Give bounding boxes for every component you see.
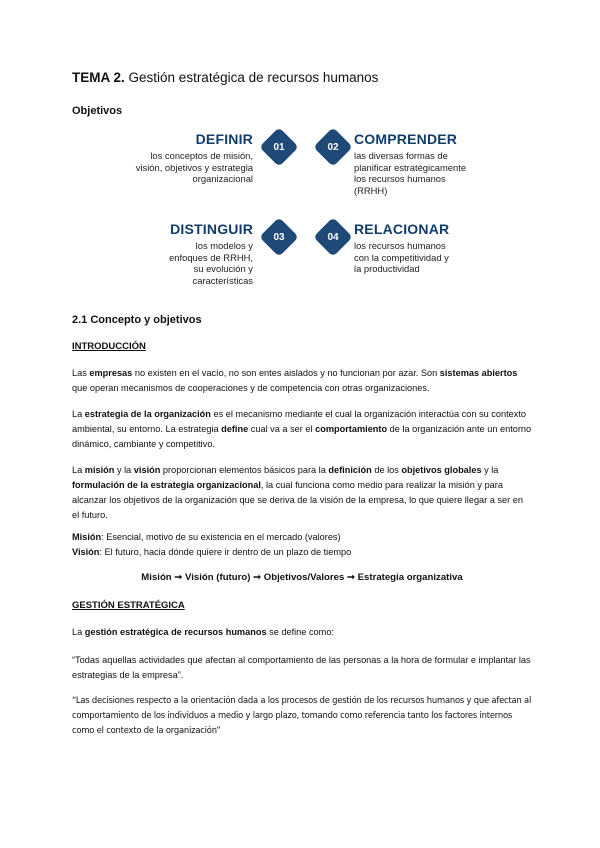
text-run: se define como: (266, 627, 334, 637)
objective-4-number: 04 (327, 231, 339, 243)
text-run: Las (72, 368, 90, 378)
gestion-intro (72, 625, 532, 640)
text-run: estrategia de la organización (84, 409, 211, 419)
mision-definition (72, 530, 532, 545)
strategy-chain: Misión ➞ Visión (futuro) ➞ Objetivos/Valores ➞ Estrategia organizativa (141, 572, 463, 583)
title-text: Gestión estratégica de recursos humanos (128, 70, 379, 85)
intro-heading: INTRODUCCIÓN (72, 341, 146, 352)
objective-1-heading: DEFINIR (195, 131, 253, 147)
paragraph-empresas (72, 366, 532, 396)
objective-3-line: enfoques de RRHH, (169, 251, 253, 263)
objective-3-line: su evolución y (193, 263, 253, 274)
text-run: define (221, 424, 249, 434)
text-run: empresas (89, 368, 133, 378)
text-run: La (72, 409, 85, 419)
objective-1-number: 01 (273, 141, 285, 153)
objective-3-line: los modelos y (195, 240, 253, 251)
objective-4-text (354, 240, 524, 275)
text-run: La (72, 627, 85, 637)
text-run: formulación de la estrategia organizacional (72, 480, 261, 490)
objective-2-number: 02 (327, 141, 339, 153)
objective-2-line: planificar estratégicamente (354, 161, 467, 173)
objective-3-number: 03 (273, 231, 285, 243)
text-run: objetivos globales (401, 465, 482, 475)
text-run: es el mecanismo mediante el cual la organización interactúa con su contexto ambiental, su entorno. La estrategia (72, 409, 527, 434)
objective-4-line: los recursos humanos (354, 240, 446, 251)
paragraph-mision-vision (72, 463, 532, 523)
section-heading: 2.1 Concepto y objetivos (72, 314, 202, 326)
quote-1: “Todas aquellas actividades que afectan al comportamiento de las personas a la hora de formular e implantar las estrategias de la empresa”. (72, 655, 531, 680)
text-run: sistemas abiertos (439, 368, 518, 378)
objective-3-heading: DISTINGUIR (170, 221, 253, 237)
text-run: , la cual funciona como medio para realizar la misión y para alcanzar los objetivos de la organización que se deriva de la visión de la empresa, lo que quiere llegar a ser en el futuro. (72, 480, 523, 520)
text-run: La (72, 465, 85, 475)
text-run: y la (481, 465, 499, 475)
objective-1-text (80, 150, 253, 185)
text-run: proporcionan elementos básicos para la (160, 465, 329, 475)
text-run: gestión estratégica de recursos humanos (84, 627, 267, 637)
objective-4-line: la productividad (354, 263, 420, 274)
gestion-heading: GESTIÓN ESTRATÉGICA (72, 600, 185, 611)
quote-2: “Las decisiones respecto a la orientación dada a los procesos de gestión de los recursos humanos y que afectan al comportamiento de los individuos a medio y largo plazo, tomando como referencia tanto los factores internos como el contexto de la organización” (72, 695, 532, 735)
text-run: Misión (72, 532, 102, 542)
vision-definition (72, 545, 532, 560)
objective-1-line: visión, objetivos y estrategia (135, 161, 253, 173)
text-run: que operan mecanismos de cooperaciones y de competencia con otras organizaciones. (72, 383, 430, 393)
objective-3-text (80, 240, 253, 286)
objective-2-line: los recursos humanos (354, 173, 446, 184)
objective-1-line: los conceptos de misión, (150, 150, 253, 161)
text-run: y la (114, 465, 134, 475)
paragraph-estrategia (72, 407, 532, 452)
text-run: : Esencial, motivo de su existencia en el mercado (valores) (101, 532, 341, 542)
text-run: cual va a ser el (248, 424, 316, 434)
objective-2-line: las diversas formas de (354, 150, 448, 161)
text-run: de la organización ante un entorno dinámico, cambiante y competitivo. (72, 424, 532, 449)
objectives-heading: Objetivos (72, 105, 123, 117)
text-run: : El futuro, hacia dónde quiere ir dentro de un plazo de tiempo (99, 547, 352, 557)
objective-2-text (354, 150, 524, 196)
text-run: no existen en el vacío, no son entes aislados y no funcionan por azar. Son (132, 368, 440, 378)
objectives-diagram (0, 0, 600, 300)
text-run: comportamiento (315, 424, 388, 434)
objective-4-line: con la competitividad y (354, 251, 449, 263)
text-run: Visión (72, 547, 100, 557)
text-run: de los (371, 465, 402, 475)
text-run: visión (133, 465, 161, 475)
objective-2-heading: COMPRENDER (354, 131, 458, 147)
objective-4-heading: RELACIONAR (354, 221, 450, 237)
objective-2-line: (RRHH) (354, 184, 388, 196)
objective-1-line: organizacional (192, 173, 253, 184)
text-run: misión (84, 465, 115, 475)
objective-3-line: características (192, 274, 253, 286)
definitions (72, 530, 532, 560)
title-prefix: TEMA 2. (72, 70, 125, 85)
text-run: definición (328, 465, 372, 475)
